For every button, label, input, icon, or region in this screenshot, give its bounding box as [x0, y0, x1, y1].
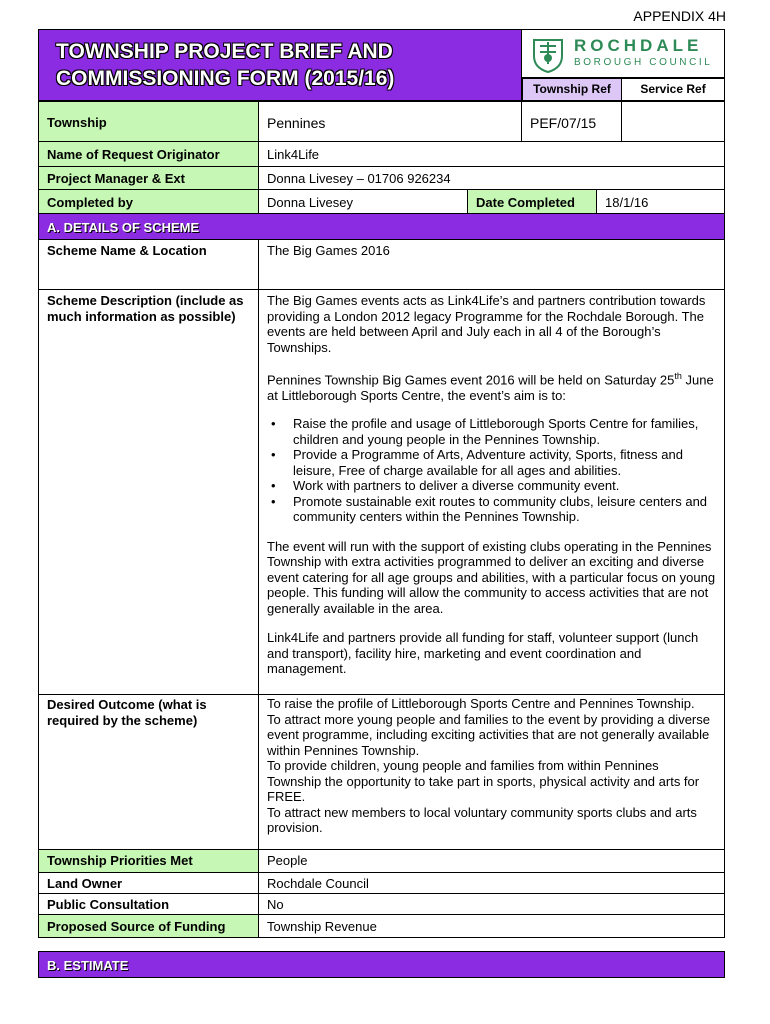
scheme-desc-value	[258, 289, 725, 695]
logo-subtitle: BOROUGH COUNCIL	[574, 57, 713, 68]
township-ref-value: PEF/07/15	[521, 101, 622, 142]
service-ref-label: Service Ref	[621, 78, 725, 101]
section-a-heading: A. DETAILS OF SCHEME	[38, 213, 725, 240]
date-completed-value: 18/1/16	[596, 189, 725, 214]
outcome-line: To attract more young people and families to the event by providing a diverse event programme, including exciting activities that are not generally available within Pennines Township.	[267, 711, 710, 758]
priorities-label: Township Priorities Met	[38, 849, 259, 873]
outcome-line: To attract new members to local voluntary community sports clubs and arts provision.	[267, 804, 697, 835]
consultation-value: No	[258, 893, 725, 915]
outcome-value	[258, 694, 725, 850]
funding-label: Proposed Source of Funding	[38, 914, 259, 938]
land-owner-value: Rochdale Council	[258, 872, 725, 894]
originator-value: Link4Life	[258, 141, 725, 167]
land-owner-label: Land Owner	[38, 872, 259, 894]
form-title-line2: COMMISSIONING FORM (2015/16)	[56, 67, 395, 90]
scheme-desc-para2-a: Pennines Township Big Games event 2016 will be held on Saturday 25	[267, 372, 675, 388]
outcome-label: Desired Outcome (what is required by the scheme)	[38, 694, 259, 850]
completed-value: Donna Livesey	[258, 189, 468, 214]
funding-value: Township Revenue	[258, 914, 725, 938]
scheme-desc-para4: Link4Life and partners provide all funding for staff, volunteer support (lunch and transport), facility hire, marketing and event coordination and management.	[267, 630, 699, 677]
manager-label: Project Manager & Ext	[38, 166, 259, 190]
scheme-desc-para2-b: June at Littleborough Sports Centre, the event’s aim is to:	[267, 372, 714, 403]
scheme-desc-para1: The Big Games events acts as Link4Life’s and partners contribution towards providing a London 2012 legacy Programme for the Rochdale Borough. The events are held between April and July each in all 4 of the Borough’s Townships.	[267, 293, 706, 355]
consultation-label: Public Consultation	[38, 893, 259, 915]
list-item: • Work with partners to deliver a diverse community event.	[293, 478, 716, 494]
list-item: • Provide a Programme of Arts, Adventure activity, Sports, fitness and leisure, Free of charge available for all ages and abilities.	[293, 447, 716, 478]
outcome-line: To provide children, young people and families from within Pennines Township the opportunity to take part in sports, physical activity and arts for FREE.	[267, 758, 700, 804]
date-completed-label: Date Completed	[467, 189, 597, 214]
scheme-desc-para2-sup: th	[674, 371, 682, 381]
council-logo	[522, 29, 725, 78]
completed-label: Completed by	[38, 189, 259, 214]
scheme-desc-label: Scheme Description (include as much information as possible)	[38, 289, 259, 695]
manager-value: Donna Livesey – 01706 926234	[258, 166, 725, 190]
form-title	[56, 38, 394, 92]
scheme-desc-para2	[267, 369, 716, 403]
township-label: Township	[38, 101, 259, 142]
section-b-heading: B. ESTIMATE	[38, 951, 725, 978]
aims-list	[267, 416, 716, 525]
scheme-name-value: The Big Games 2016	[258, 239, 725, 290]
list-item: • Promote sustainable exit routes to community clubs, leisure centers and community centers within the Pennines Township.	[293, 494, 716, 525]
list-item: • Raise the profile and usage of Littleborough Sports Centre for families, children and young people in the Pennines Township.	[293, 416, 716, 447]
crest-icon	[530, 34, 566, 74]
township-value: Pennines	[258, 101, 522, 142]
scheme-name-label: Scheme Name & Location	[38, 239, 259, 290]
service-ref-value	[621, 101, 725, 142]
logo-wordmark: ROCHDALE	[574, 36, 703, 55]
form-title-line1: TOWNSHIP PROJECT BRIEF AND	[56, 40, 393, 63]
township-ref-label: Township Ref	[522, 78, 622, 101]
outcome-line: To raise the profile of Littleborough Sports Centre and Pennines Township.	[267, 696, 695, 711]
priorities-value: People	[258, 849, 725, 873]
appendix-label: APPENDIX 4H	[633, 8, 726, 24]
scheme-desc-para3: The event will run with the support of existing clubs operating in the Pennines Township with extra activities programmed to deliver an exciting and diverse event catering for all age groups and abilities, with a particular focus on young people. This funding will allow the community to access activities that are not generally available in the area.	[267, 538, 716, 616]
originator-label: Name of Request Originator	[38, 141, 259, 167]
